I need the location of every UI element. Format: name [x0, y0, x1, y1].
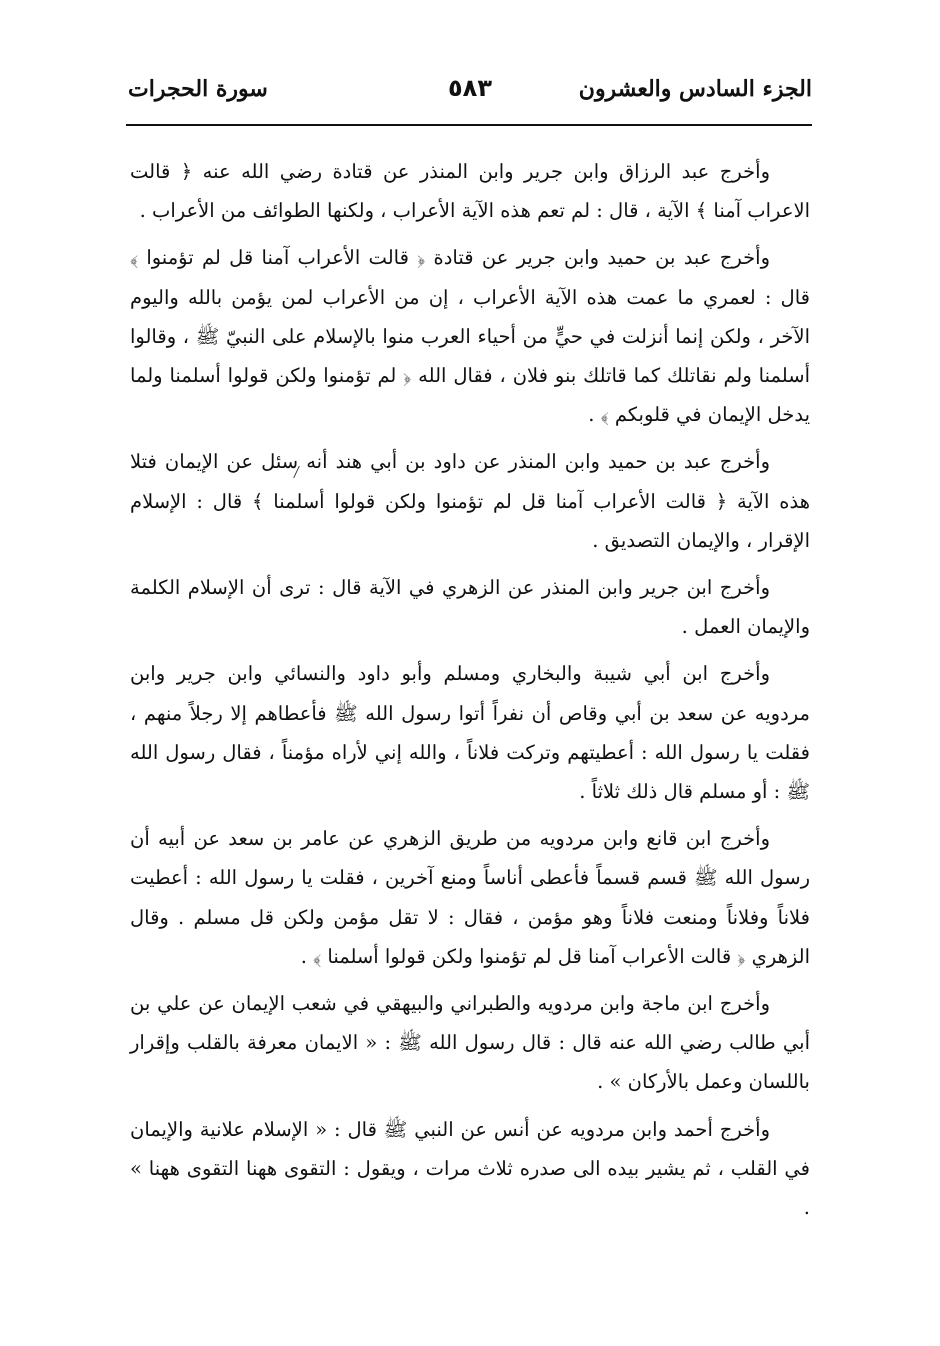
paragraph: وأخرج ابن جرير وابن المنذر عن الزهري في الآية قال : ترى أن الإسلام الكلمة والإيمان العمل . — [130, 576, 810, 639]
paragraph: وأخرج عبد بن حميد وابن جرير عن قتادة ﴿ قالت الأعراب آمنا قل لم تؤمنوا ﴾ قال : لعمري ما عمت هذه الآية الأعراب ، إن من الأعراب لمن يؤمن بالله واليوم الآخر ، ولكن إنما أنزلت في حيٍّ من أحياء العرب منوا بالإسلام على النبيّ ﷺ ، وقالوا أسلمنا ولم نقاتلك كما قاتلك بنو فلان ، فقال الله ﴿ لم تؤمنوا ولكن قولوا أسلمنا ولما يدخل الإيمان في قلوبكم ﴾ . — [130, 246, 810, 427]
header-rule — [126, 124, 812, 126]
paragraph: وأخرج ابن ماجة وابن مردويه والطبراني والبيهقي في شعب الإيمان عن علي بن أبي طالب رضي الله عنه قال : قال رسول الله ﷺ : « الايمان معرفة بالقلب وإقرار باللسان وعمل بالأركان » . — [130, 992, 810, 1094]
paragraph: وأخرج عبد الرزاق وابن جرير وابن المنذر عن قتادة رضي الله عنه ﴿ قالت الاعراب آمنا ﴾ الآية ، قال : لم تعم هذه الآية الأعراب ، ولكنها الطوائف من الأعراب . — [130, 160, 810, 223]
page-body — [130, 152, 810, 1235]
paragraph: وأخرج ابن قانع وابن مردويه من طريق الزهري عن عامر بن سعد عن أبيه أن رسول الله ﷺ قسم قسماً فأعطى أناساً ومنع آخرين ، فقلت يا رسول الله : أعطيت فلاناً وفلاناً ومنعت فلاناً وهو مؤمن ، فقال : لا تقل مؤمن ولكن قل مسلم . وقال الزهري ﴿ قالت الأعراب آمنا قل لم تؤمنوا ولكن قولوا أسلمنا ﴾ . — [130, 827, 810, 968]
running-header — [128, 66, 812, 116]
paragraph: وأخرج ابن أبي شيبة والبخاري ومسلم وأبو داود والنسائي وابن جرير وابن مردويه عن سعد بن أبي وقاص أن نفراً أتوا رسول الله ﷺ فأعطاهم إلا رجلاً منهم ، فقلت يا رسول الله : أعطيتهم وتركت فلاناً ، والله إني لأراه مؤمناً ، فقال رسول الله ﷺ : أو مسلم قال ذلك ثلاثاً . — [130, 662, 810, 804]
surah-title: سورة الحجرات — [128, 76, 268, 102]
paragraph: وأخرج أحمد وابن مردويه عن أنس عن النبي ﷺ قال : « الإسلام علانية والإيمان في القلب ، ثم يشير بيده الى صدره ثلاث مرات ، ويقول : التقوى ههنا التقوى ههنا » . — [130, 1117, 810, 1220]
part-title: الجزء السادس والعشرون — [578, 76, 812, 102]
page-number: ٥٨٣ — [448, 74, 492, 102]
paragraph: وأخرج عبد بن حميد وابن المنذر عن داود بن أبي هند أنه سئل عن الإيمان فتلا هذه الآية ﴿ قالت الأعراب آمنا قل لم تؤمنوا ولكن قولوا أسلمنا ﴾ قال : الإسلام الإقرار ، والإيمان التصديق . — [130, 450, 810, 552]
